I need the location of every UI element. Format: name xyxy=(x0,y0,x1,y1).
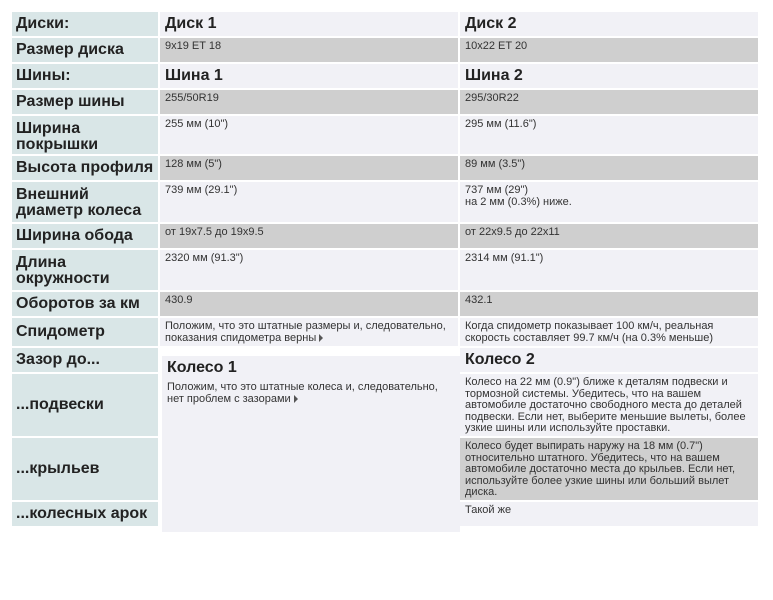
suspension-label: ...подвески xyxy=(12,374,158,436)
tires-label: Шины: xyxy=(12,64,158,88)
wheel2-fenders: Колесо будет выпирать наружу на 18 мм (0.7") относительно штатного. Убедитесь, что на вашем автомобиле достаточно места до крыльев. Если нет, используйте более узкие шины или больший вылет диска. xyxy=(460,438,758,500)
tires-header-row xyxy=(12,64,760,88)
disks-label: Диски: xyxy=(12,12,158,36)
disk1-header: Диск 1 xyxy=(160,12,458,36)
tire1-header: Шина 1 xyxy=(160,64,458,88)
speedometer-label: Спидометр xyxy=(12,318,158,346)
disk-size-label: Размер диска xyxy=(12,38,158,62)
wheel2-outer-diameter xyxy=(460,182,758,222)
tire2-size: 295/30R22 xyxy=(460,90,758,114)
revs-per-km-row xyxy=(12,292,760,316)
disk-size-row xyxy=(12,38,760,62)
wheel1-outer-diameter: 739 мм (29.1") xyxy=(160,182,458,222)
tire2-tread-width: 295 мм (11.6") xyxy=(460,116,758,154)
tire1-size: 255/50R19 xyxy=(160,90,458,114)
wheel2-arches: Такой же xyxy=(460,502,758,526)
disk2-header: Диск 2 xyxy=(460,12,758,36)
arrow-right-icon[interactable] xyxy=(294,395,298,403)
wheel1-clearance-note: Положим, что это штатные колеса и, следовательно, нет проблем с зазорами xyxy=(167,381,438,405)
tread-width-label: Ширина покрышки xyxy=(12,116,158,154)
wheel1-circumference: 2320 мм (91.3") xyxy=(160,250,458,290)
wheel1-revs-per-km: 430.9 xyxy=(160,292,458,316)
wheel2-outer-diameter-diff: на 2 мм (0.3%) ниже. xyxy=(465,195,572,208)
disk1-rim-width: от 19x7.5 до 19x9.5 xyxy=(160,224,458,248)
wheel1-clearance-header: Колесо 1 xyxy=(167,359,237,376)
tread-width-row xyxy=(12,116,760,154)
tire-size-label: Размер шины xyxy=(12,90,158,114)
speedometer-row xyxy=(12,318,760,346)
disk1-size: 9x19 ET 18 xyxy=(160,38,458,62)
wheel2-revs-per-km: 432.1 xyxy=(460,292,758,316)
wheel2-outer-diameter-value: 737 мм (29") xyxy=(465,184,529,196)
wheel1-clearance-text xyxy=(167,382,455,405)
tire-size-row xyxy=(12,90,760,114)
tire2-header: Шина 2 xyxy=(460,64,758,88)
wheel1-speedometer xyxy=(160,318,458,346)
wheel1-clearance-cell xyxy=(162,356,460,532)
tire2-profile-height: 89 мм (3.5") xyxy=(460,156,758,180)
wheel2-speedometer: Когда спидометр показывает 100 км/ч, реальная скорость составляет 99.7 км/ч (на 0.3% меньше) xyxy=(460,318,758,346)
outer-diameter-label: Внешний диаметр колеса xyxy=(12,182,158,222)
fenders-label: ...крыльев xyxy=(12,438,158,500)
tire1-tread-width: 255 мм (10") xyxy=(160,116,458,154)
wheel2-clearance-header: Колесо 2 xyxy=(460,348,758,372)
disk2-rim-width: от 22x9.5 до 22x11 xyxy=(460,224,758,248)
wheel2-suspension: Колесо на 22 мм (0.9") ближе к деталям подвески и тормозной системы. Убедитесь, что на вашем автомобиле достаточно свободного места до деталей подвески. Если нет, выберите меньшие вылеты, более узкие шины или используйте проставки. xyxy=(460,374,758,436)
rim-width-row xyxy=(12,224,760,248)
circumference-label: Длина окружности xyxy=(12,250,158,290)
profile-height-row xyxy=(12,156,760,180)
wheel2-circumference: 2314 мм (91.1") xyxy=(460,250,758,290)
profile-height-label: Высота профиля xyxy=(12,156,158,180)
circumference-row xyxy=(12,250,760,290)
arrow-right-icon[interactable] xyxy=(319,334,323,342)
tire1-profile-height: 128 мм (5") xyxy=(160,156,458,180)
clearance-label: Зазор до... xyxy=(12,348,158,372)
rim-width-label: Ширина обода xyxy=(12,224,158,248)
outer-diameter-row xyxy=(12,182,760,222)
disks-header-row xyxy=(12,12,760,36)
wheel1-speedometer-text: Положим, что это штатные размеры и, следовательно, показания спидометра верны xyxy=(165,320,446,344)
revs-per-km-label: Оборотов за км xyxy=(12,292,158,316)
arches-label: ...колесных арок xyxy=(12,502,158,526)
disk2-size: 10x22 ET 20 xyxy=(460,38,758,62)
